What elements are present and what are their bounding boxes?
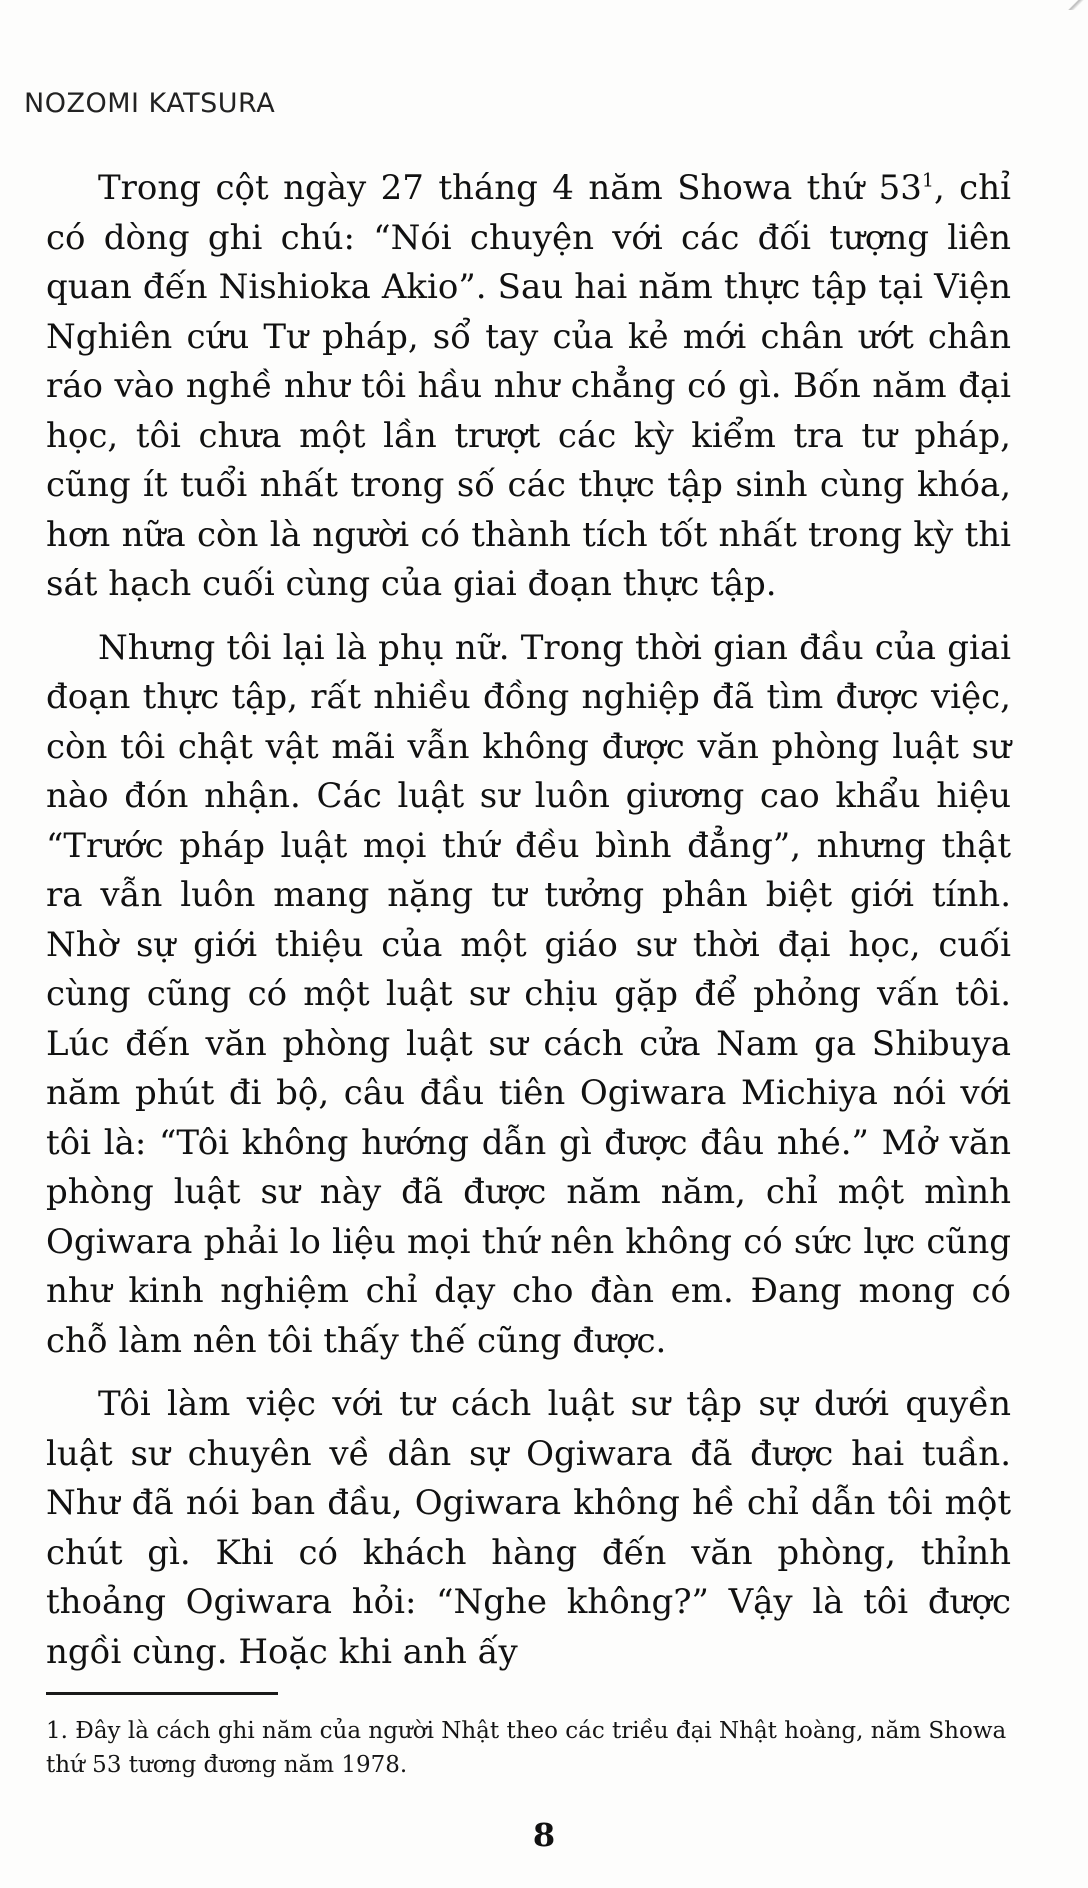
footnote-divider bbox=[46, 1692, 278, 1695]
paragraph-3: Tôi làm việc với tư cách luật sư tập sự dưới quyền luật sư chuyên về dân sự Ogiwara đã được hai tuần. Như đã nói ban đầu, Ogiwara không hề chỉ dẫn tôi một chút gì. Khi có khách hàng đến văn phòng, thỉnh thoảng Ogiwara hỏi: “Nghe không?” Vậy là tôi được ngồi cùng. Hoặc khi anh ấy bbox=[46, 1384, 1011, 1672]
page-number: 8 bbox=[532, 1816, 556, 1854]
page-corner-mark bbox=[1064, 0, 1088, 10]
paragraph-1-text-end: , chỉ có dòng ghi chú: “Nói chuyện với các đối tượng liên quan đến Nishioka Akio”. Sau hai năm thực tập tại Viện Nghiên cứu Tư pháp, sổ tay của kẻ mới chân ướt chân ráo vào nghề như tôi hầu như chẳng có gì. Bốn năm đại học, tôi chưa một lần trượt các kỳ kiểm tra tư pháp, cũng ít tuổi nhất trong số các thực tập sinh cùng khóa, hơn nữa còn là người có thành tích tốt nhất trong kỳ thi sát hạch cuối cùng của giai đoạn thực tập. bbox=[46, 168, 1011, 604]
paragraph-2: Nhưng tôi lại là phụ nữ. Trong thời gian đầu của giai đoạn thực tập, rất nhiều đồng nghiệp đã tìm được việc, còn tôi chật vật mãi vẫn không được văn phòng luật sư nào đón nhận. Các luật sư luôn giương cao khẩu hiệu “Trước pháp luật mọi thứ đều bình đẳng”, nhưng thật ra vẫn luôn mang nặng tư tưởng phân biệt giới tính. Nhờ sự giới thiệu của một giáo sư thời đại học, cuối cùng cũng có một luật sư chịu gặp để phỏng vấn tôi. Lúc đến văn phòng luật sư cách cửa Nam ga Shibuya năm phút đi bộ, câu đầu tiên Ogiwara Michiya nói với tôi là: “Tôi không hướng dẫn gì được đâu nhé.” Mở văn phòng luật sư này đã được năm năm, chỉ một mình Ogiwara phải lo liệu mọi thứ nên không có sức lực cũng như kinh nghiệm chỉ dạy cho đàn em. Đang mong có chỗ làm nên tôi thấy thế cũng được. bbox=[46, 627, 1011, 1361]
footnote: 1. Đây là cách ghi năm của người Nhật theo các triều đại Nhật hoàng, năm Showa thứ 53 tương đương năm 1978. bbox=[46, 1718, 1007, 1778]
paragraph-1 bbox=[46, 164, 1011, 610]
footnote-marker: 1 bbox=[921, 169, 934, 192]
running-header: NOZOMI KATSURA bbox=[24, 88, 276, 119]
body-text bbox=[46, 164, 1011, 1691]
paragraph-1-text-start: Trong cột ngày 27 tháng 4 năm Showa thứ 53 bbox=[98, 168, 922, 208]
